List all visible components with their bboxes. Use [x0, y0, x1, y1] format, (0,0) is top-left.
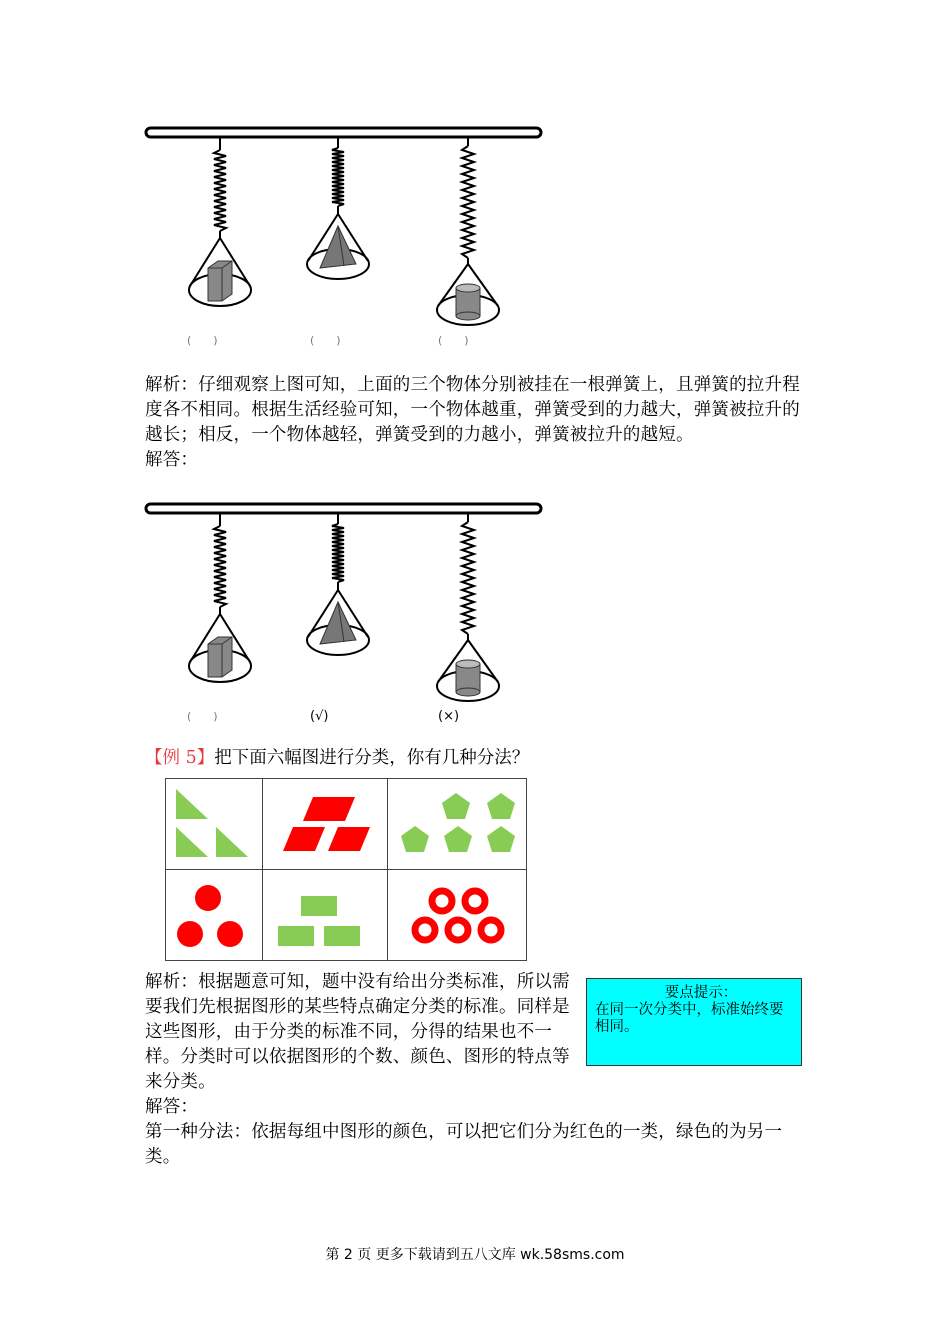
spring-pyramid [307, 513, 369, 655]
spring-pyramid [307, 137, 369, 279]
example-tag: 【例 5】 [145, 748, 215, 768]
shapes-grid [165, 778, 527, 961]
green-pentagons-icon [388, 779, 526, 865]
spring-cylinder [437, 513, 499, 701]
green-rectangles-icon [263, 870, 387, 956]
bracket-2: ( ) [310, 334, 341, 347]
spring-figure-answer [140, 494, 560, 734]
spring-cylinder [437, 137, 499, 325]
red-parallelograms-icon [263, 779, 387, 865]
method-1-text: 第一种分法：依据每组中图形的颜色，可以把它们分为红色的一类，绿色的为另一类。 [145, 1122, 783, 1167]
red-circles-icon [166, 870, 262, 956]
tip-body: 在同一次分类中，标准始终要相同。 [595, 1002, 784, 1035]
hanging-bar [146, 128, 541, 137]
bracket-3: ( ) [438, 334, 469, 347]
bracket-1: ( ) [187, 334, 218, 347]
cell-red-circles [166, 870, 263, 961]
answer-label-2: 解答： [145, 1097, 199, 1117]
analysis-2-text: 解析：根据题意可知，题中没有给出分类标准，所以需要我们先根据图形的某些特点确定分类的标准。同样是这些图形，由于分类的标准不同，分得的结果也不一样。分类时可以依据图形的个数、颜色、图形的特点等来分类。 [145, 972, 570, 1092]
tip-title: 要点提示： [664, 985, 738, 1001]
cell-green-pentagons [388, 779, 527, 870]
cell-green-rectangles [263, 870, 388, 961]
example-5-question [145, 746, 529, 771]
spring-cube [189, 137, 251, 306]
cell-red-parallelograms [263, 779, 388, 870]
page-footer: 第 2 页 更多下载请到五八文库 wk.58sms.com [325, 1247, 625, 1263]
hanging-bar [146, 504, 541, 513]
red-rings-icon [388, 870, 526, 956]
analysis-1-text: 解析：仔细观察上图可知，上面的三个物体分别被挂在一根弹簧上，且弹簧的拉升程度各不相同。根据生活经验可知，一个物体越重，弹簧受到的力越大，弹簧被拉升的越长；相反，一个物体越轻，弹簧受到的力越小，弹簧被拉升的越短。 [145, 375, 800, 445]
green-triangles-icon [166, 779, 262, 865]
spring-cube [189, 513, 251, 682]
answer-2 [145, 1095, 810, 1170]
tip-box [586, 978, 802, 1066]
bracket-2-check: (√) [310, 709, 329, 724]
spring-figure-question [140, 118, 560, 358]
example-question-text: 把下面六幅图进行分类，你有几种分法？ [214, 748, 530, 768]
cell-red-rings [388, 870, 527, 961]
analysis-1 [145, 373, 810, 473]
answer-label-1: 解答： [145, 450, 199, 470]
analysis-2 [145, 970, 573, 1095]
cell-green-triangles [166, 779, 263, 870]
bracket-3-cross: (×) [438, 709, 460, 724]
bracket-1: ( ) [187, 710, 218, 723]
